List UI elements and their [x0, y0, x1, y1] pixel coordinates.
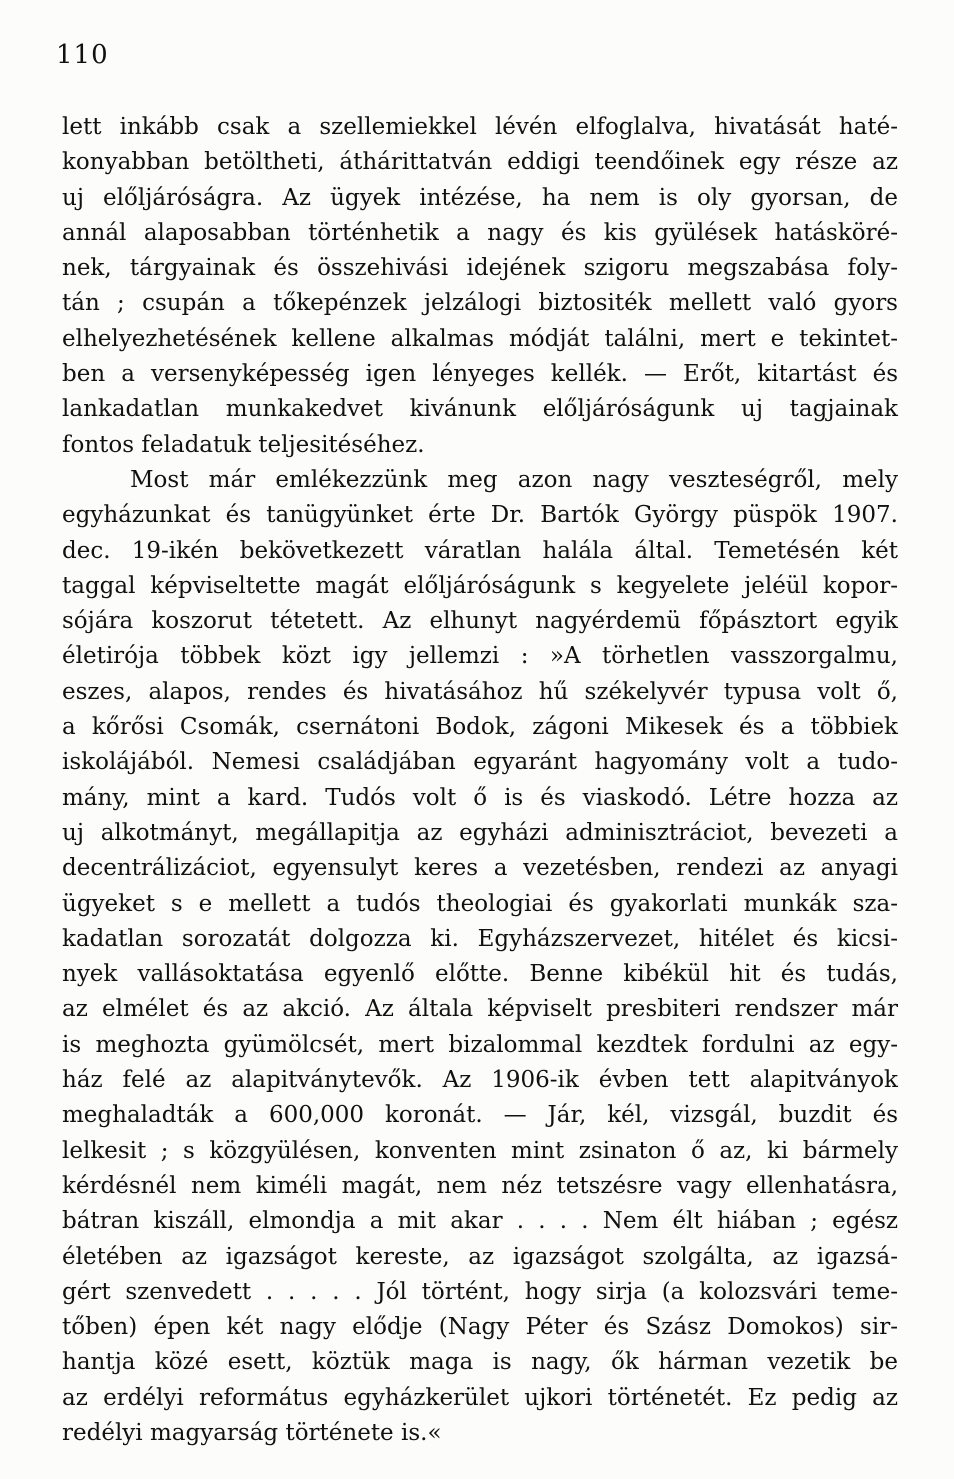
- text-line: elhelyezhetésének kellene alkalmas módját találni, mert e tekintet-: [62, 325, 898, 352]
- text-line: uj alkotmányt, megállapitja az egyházi adminisztráciot, bevezeti a: [62, 819, 898, 846]
- text-line: annál alaposabban történhetik a nagy és kis gyülések hatásköré-: [62, 219, 898, 246]
- text-line: is meghozta gyümölcsét, mert bizalommal kezdtek fordulni az egy-: [62, 1031, 898, 1058]
- text-line: fontos feladatuk teljesitéséhez.: [62, 431, 425, 458]
- text-line: uj előljáróságra. Az ügyek intézése, ha nem is oly gyorsan, de: [62, 184, 898, 211]
- text-line: sójára koszorut tétetett. Az elhunyt nagyérdemü főpásztort egyik: [62, 608, 898, 635]
- text-line: eszes, alapos, rendes és hivatásához hű székelyvér typusa volt ő,: [62, 678, 898, 705]
- body-text: [62, 110, 898, 1451]
- text-line: az elmélet és az akció. Az általa képviselt presbiteri rendszer már: [62, 996, 898, 1023]
- text-line: életében az igazságot kereste, az igazságot szolgálta, az igazsá-: [62, 1243, 898, 1270]
- text-line: egyházunkat és tanügyünket érte Dr. Bartók György püspök 1907.: [62, 502, 898, 529]
- text-line: ben a versenyképesség igen lényeges kellék. — Erőt, kitartást és: [62, 361, 898, 388]
- text-line: redélyi magyarság története is.«: [62, 1419, 442, 1446]
- text-line: lankadatlan munkakedvet kivánunk előljáróságunk uj tagjainak: [62, 396, 898, 423]
- text-line: bátran kiszáll, elmondja a mit akar . . . . Nem élt hiában ; egész: [62, 1208, 898, 1235]
- text-line: nyek vallásoktatása egyenlő előtte. Benne kibékül hit és tudás,: [62, 961, 898, 988]
- text-line: kérdésnél nem kiméli magát, nem néz tetszésre vagy ellenhatásra,: [62, 1172, 898, 1199]
- text-line: hantja közé esett, köztük maga is nagy, ők hárman vezetik be: [62, 1349, 898, 1376]
- text-line: taggal képviseltette magát előljáróságunk s kegyelete jeléül kopor-: [62, 572, 898, 599]
- text-line: lett inkább csak a szellemiekkel lévén elfoglalva, hivatását haté-: [62, 114, 898, 140]
- text-line: az erdélyi református egyházkerület ujkori történetét. Ez pedig az: [62, 1384, 898, 1411]
- paragraph-1: [62, 110, 898, 463]
- text-line: iskolájából. Nemesi családjában egyaránt hagyomány volt a tudo-: [62, 749, 898, 776]
- text-line: decentrálizáciot, egyensulyt keres a vezetésben, rendezi az anyagi: [62, 855, 898, 882]
- text-line: nek, tárgyainak és összehivási idejének szigoru megszabása foly-: [62, 255, 898, 282]
- text-line: tán ; csupán a tőkepénzek jelzálogi biztositék mellett való gyors: [62, 290, 898, 317]
- text-line: a kőrősi Csomák, csernátoni Bodok, zágoni Mikesek és a többiek: [62, 714, 898, 741]
- text-line: kadatlan sorozatát dolgozza ki. Egyházszervezet, hitélet és kicsi-: [62, 925, 898, 952]
- text-line: Most már emlékezzünk meg azon nagy veszteségről, mely: [130, 466, 898, 493]
- text-line: életirója többek közt igy jellemzi : »A törhetlen vasszorgalmu,: [62, 643, 898, 670]
- text-line: dec. 19-ikén bekövetkezett váratlan halála által. Temetésén két: [62, 537, 898, 564]
- text-line: gért szenvedett . . . . . Jól történt, hogy sirja (a kolozsvári teme-: [62, 1278, 898, 1305]
- paragraph-2: [62, 463, 898, 1451]
- text-line: meghaladták a 600,000 koronát. — Jár, kél, vizsgál, buzdit és: [62, 1102, 898, 1129]
- text-line: ügyeket s e mellett a tudós theologiai és gyakorlati munkák sza-: [62, 890, 898, 917]
- text-line: konyabban betöltheti, áthárittatván eddigi teendőinek egy része az: [62, 149, 898, 176]
- text-line: ház felé az alapitványtevők. Az 1906-ik évben tett alapitványok: [62, 1067, 898, 1094]
- page-number: 110: [56, 40, 109, 70]
- text-line: tőben) épen két nagy elődje (Nagy Péter és Szász Domokos) sir-: [62, 1314, 898, 1341]
- text-line: mány, mint a kard. Tudós volt ő is és viaskodó. Létre hozza az: [62, 784, 898, 811]
- text-line: lelkesit ; s közgyülésen, konventen mint zsinaton ő az, ki bármely: [62, 1137, 898, 1164]
